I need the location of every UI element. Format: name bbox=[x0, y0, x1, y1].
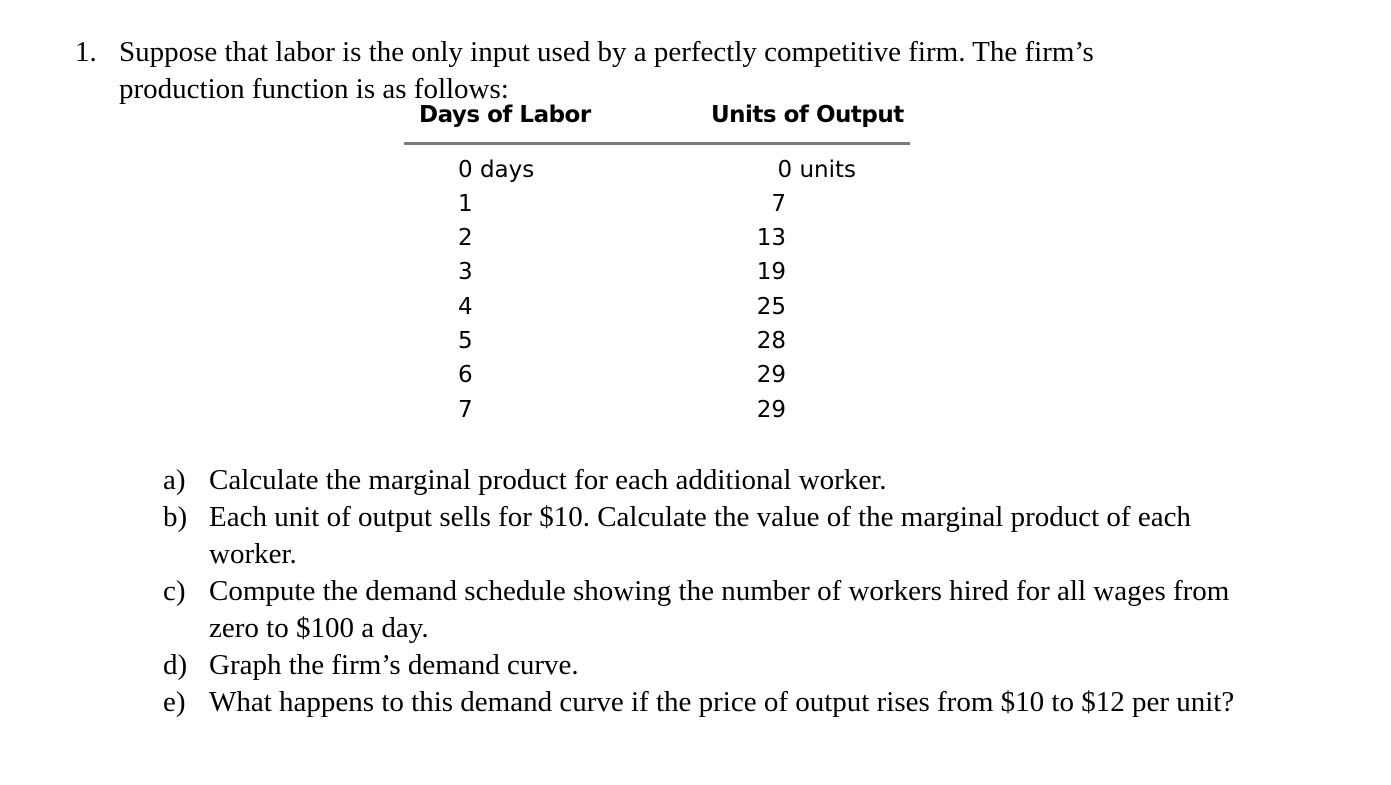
output-cell: 29 bbox=[756, 397, 786, 423]
header-divider bbox=[404, 142, 910, 145]
labor-cell: 3 bbox=[458, 259, 473, 285]
output-cell: 19 bbox=[756, 259, 786, 285]
part-letter: c) bbox=[163, 575, 186, 607]
labor-cell: 5 bbox=[458, 328, 473, 354]
question-text: Suppose that labor is the only input used by a perfectly competitive firm. The firm’s production function is as follows: bbox=[119, 36, 1094, 105]
part-text: Graph the firm’s demand curve. bbox=[209, 649, 579, 681]
question-parts-list bbox=[160, 462, 1240, 721]
labor-cell: 2 bbox=[458, 225, 473, 251]
part-a bbox=[160, 462, 1240, 499]
part-letter: a) bbox=[163, 464, 186, 496]
output-cell: 25 bbox=[756, 294, 786, 320]
labor-cell: 1 bbox=[458, 191, 473, 217]
table-row bbox=[404, 221, 910, 255]
part-text: Calculate the marginal product for each additional worker. bbox=[209, 464, 887, 496]
table-row bbox=[404, 255, 910, 289]
labor-cell: 6 bbox=[458, 362, 473, 388]
table-row bbox=[404, 290, 910, 324]
part-letter: e) bbox=[163, 686, 186, 718]
output-cell: 0 units bbox=[777, 157, 856, 183]
table-row bbox=[404, 153, 910, 187]
table-row bbox=[404, 187, 910, 221]
output-cell: 13 bbox=[756, 225, 786, 251]
part-e bbox=[160, 684, 1240, 721]
part-letter: b) bbox=[163, 501, 188, 533]
part-letter: d) bbox=[163, 649, 188, 681]
output-cell: 7 bbox=[771, 191, 786, 217]
table-row bbox=[404, 393, 910, 427]
part-b bbox=[160, 499, 1240, 573]
part-text: Each unit of output sells for $10. Calculate the value of the marginal product of each worker. bbox=[209, 501, 1191, 570]
table-row bbox=[404, 324, 910, 358]
header-days-of-labor: Days of Labor bbox=[419, 102, 591, 128]
part-d bbox=[160, 647, 1240, 684]
part-c bbox=[160, 573, 1240, 647]
header-units-of-output: Units of Output bbox=[711, 102, 904, 128]
part-text: What happens to this demand curve if the price of output rises from $10 to $12 per unit? bbox=[209, 686, 1235, 718]
question-number: 1. bbox=[75, 36, 97, 68]
labor-cell: 0 days bbox=[458, 157, 535, 183]
labor-cell: 4 bbox=[458, 294, 473, 320]
output-cell: 28 bbox=[756, 328, 786, 354]
part-text: Compute the demand schedule showing the number of workers hired for all wages from zero to $100 a day. bbox=[209, 575, 1230, 644]
output-cell: 29 bbox=[756, 362, 786, 388]
labor-cell: 7 bbox=[458, 397, 473, 423]
table-row bbox=[404, 358, 910, 392]
